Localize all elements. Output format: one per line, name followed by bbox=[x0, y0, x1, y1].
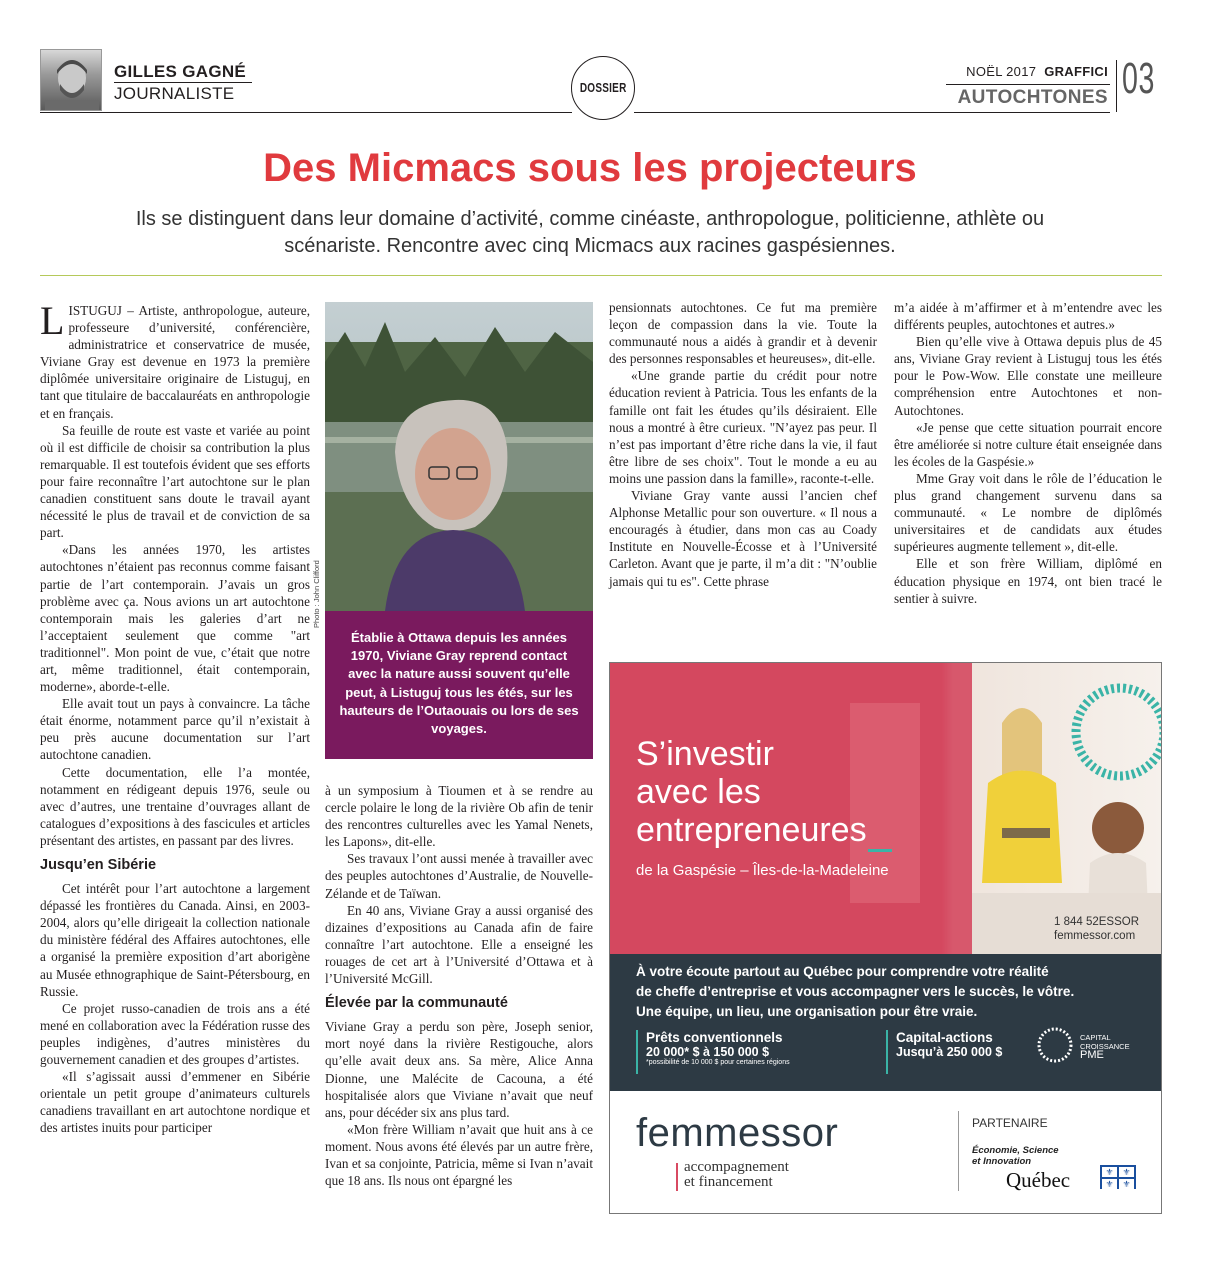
page-number: 03 bbox=[1122, 54, 1156, 103]
ccpme-logo-text bbox=[1080, 1034, 1130, 1060]
band-line-3: Une équipe, un lieu, une organisation pour être vraie. bbox=[636, 1004, 978, 1019]
column-2 bbox=[325, 782, 593, 1189]
paragraph: «Mon frère William n’avait que huit ans à ce moment. Nous avons été élevés par un autre frère, Ivan et sa conjointe, Patricia, même si Ivan n’avait que 18 ans. Ils nous ont épargné les bbox=[325, 1121, 593, 1189]
band-line-1: À votre écoute partout au Québec pour comprendre votre réalité bbox=[636, 964, 1049, 979]
paragraph: Bien qu’elle vive à Ottawa depuis plus de 45 ans, Viviane Gray revient à Listuguj tous les étés pour le Pow-Wow. Elle constate une meilleure compréhension entre Autochtones et non-Autochtones. bbox=[894, 334, 1162, 418]
paragraph: Mme Gray voit dans le rôle de l’éducation le plus grand changement survenu dans sa communauté. « Le nombre de diplômés universitaires et de candidats aux études supérieures augmente tellement », dit-elle. bbox=[894, 470, 1162, 555]
article-title: Des Micmacs sous les projecteurs bbox=[263, 146, 917, 190]
issue-line bbox=[966, 64, 1108, 79]
tagline-line-2: et financement bbox=[684, 1174, 773, 1190]
paragraph: Elle avait tout un pays à convaincre. La tâche était énorme, notamment parce qu’il n’existait à peu près aucune documentation sur l’art autochtone canadien. bbox=[40, 696, 310, 763]
capital-block bbox=[886, 1030, 1002, 1074]
column-4 bbox=[894, 299, 1162, 607]
loan-block bbox=[636, 1030, 790, 1074]
quebec-flag-icon: ⚜ ⚜ ⚜ ⚜ bbox=[1100, 1165, 1136, 1189]
ad-photo bbox=[610, 663, 1162, 954]
partner-label: PARTENAIRE bbox=[972, 1116, 1048, 1130]
woman-portrait-illustration bbox=[325, 302, 593, 611]
header-rule-right bbox=[634, 112, 1110, 113]
header-rule-left bbox=[40, 112, 572, 113]
partner-divider bbox=[958, 1111, 959, 1191]
article-subtitle: Ils se distinguent dans leur domaine d’activité, comme cinéaste, anthropologue, politicienne, athlète ou scénariste. Rencontre avec cinq Micmacs aux racines gaspésiennes. bbox=[135, 208, 1045, 257]
dashed-ring-icon bbox=[1060, 677, 1162, 787]
paragraph: Cet intérêt pour l’art autochtone a largement dépassé les frontières du Canada. Ainsi, en 2003-2004, alors qu’elle dirigeait la collection nationale du ministère fédéral des Affaires autochtones, elle a organisé la première exposition d’art aborigène au Musée ethnographique de Saint-Pétersbourg, en Russie. bbox=[40, 881, 310, 999]
title-rule bbox=[40, 275, 1162, 276]
drop-cap: L bbox=[40, 298, 65, 343]
paragraph: m’a aidée à m’affirmer et à m’entendre avec les différents peuples, autochtones et autres.» bbox=[894, 300, 1162, 333]
paragraph: Sa feuille de route est vaste et variée au point où il est difficile de choisir sa contribution la plus remarquable. Il est toutefois évident que ses efforts pour faire reconnaître l’art autochtone sur le plan canadien constituent sans doute le travail ayant nécessité le plus de travail et de conviction de sa part. bbox=[40, 422, 310, 541]
subheading-siberie: Jusqu’en Sibérie bbox=[40, 857, 157, 873]
author-name: GILLES GAGNÉ bbox=[114, 62, 247, 81]
portrait-icon bbox=[41, 50, 102, 111]
headline-line-1: S’investir bbox=[636, 735, 774, 773]
tagline-line-1: accompagnement bbox=[684, 1159, 789, 1175]
author-photo bbox=[40, 49, 102, 111]
column-3 bbox=[609, 299, 877, 590]
headline-underline bbox=[868, 849, 892, 852]
page-number-divider bbox=[1116, 60, 1117, 112]
photo-credit: Photo : John Clifford bbox=[312, 560, 321, 628]
ccpme-line-2: CROISSANCE bbox=[1080, 1041, 1130, 1051]
logo-tagline bbox=[684, 1160, 789, 1190]
paragraph: En 40 ans, Viviane Gray a aussi organisé des dizaines d’expositions au Canada afin de faire connaître l’art autochtone. Elle a enseigné les rouages de cet art à l’Université d’Ottawa et à l’Université McGill. bbox=[325, 902, 593, 987]
quebec-wordmark: Québec bbox=[1006, 1168, 1071, 1192]
issue-date: NOËL 2017 bbox=[966, 64, 1037, 79]
column-1 bbox=[40, 298, 310, 1137]
band-text bbox=[636, 962, 1074, 1022]
ccpme-line-3: PME bbox=[1080, 1049, 1104, 1061]
paragraph: «Il s’agissait aussi d’emmener en Sibérie orientale un petit groupe d’animateurs culturels canadiens travaillant en art autochtone nordique et des artistes inuits pour participer bbox=[40, 1069, 310, 1136]
caption-text: Établie à Ottawa depuis les années 1970, Viviane Gray reprend contact avec la nature aussi souvent qu’elle peut, à Listuguj tous les étés, sur les hauteurs de l’Outaouais ou lors de ses voyages. bbox=[339, 630, 579, 737]
ministry-line-2: et Innovation bbox=[972, 1155, 1032, 1167]
ministry-name bbox=[972, 1146, 1059, 1167]
paragraph: Viviane Gray a perdu son père, Joseph senior, mort noyé dans la rivière Restigouche, alors qu’elle avait deux ans. Sa mère, Alice Anna Dionne, une Malécite de Cacouna, a été hospitalisée alors que Viviane n’avait que neuf ans, pour décéder six ans plus tard. bbox=[325, 1019, 593, 1120]
author-divider bbox=[114, 82, 252, 83]
ad-website[interactable]: femmessor.com bbox=[1054, 930, 1136, 942]
headline-line-2: avec les bbox=[636, 773, 761, 811]
ad-info-band bbox=[610, 954, 1162, 1091]
femmessor-ad[interactable] bbox=[609, 662, 1162, 1214]
author-role: JOURNALISTE bbox=[114, 84, 235, 103]
band-line-2: de cheffe d’entreprise et vous accompagner vers le succès, le vôtre. bbox=[636, 984, 1075, 999]
article-photo bbox=[325, 302, 593, 611]
photo-caption bbox=[325, 611, 593, 759]
paragraph: Cette documentation, elle l’a montée, notamment en rédigeant depuis 1976, seule ou avec d’autres, une trentaine d’ouvrages allant de catalogues d’expositions à des fascicules et articles présentant des artistes, en passant par des livres. bbox=[40, 764, 310, 848]
ad-headline bbox=[636, 735, 867, 849]
dossier-label: DOSSIER bbox=[579, 81, 627, 95]
paragraph: Ses travaux l’ont aussi menée à travailler avec des peuples autochtones d’Australie, de Nouvelle-Zélande et de Taïwan. bbox=[325, 851, 593, 901]
headline-line-3: entrepreneures bbox=[636, 811, 867, 849]
issue-underline bbox=[946, 84, 1110, 85]
ad-region: de la Gaspésie – Îles-de-la-Madeleine bbox=[636, 862, 889, 879]
paragraph: Elle et son frère William, diplômé en éducation physique en 1974, ont bien tracé le sentier à suivre. bbox=[894, 556, 1162, 606]
ministry-line-1: Économie, Science bbox=[972, 1145, 1059, 1156]
lead-text: ISTUGUJ – Artiste, anthropologue, auteure, professeure d’université, conférencière, administratrice et conservatrice de musée, Viviane Gray est devenue en 1973 la première diplômée universitaire originaire de Listuguj, en tant que titulaire de baccalauréats en anthropologie et en français. bbox=[40, 303, 310, 421]
loan-title: Prêts conventionnels bbox=[646, 1030, 783, 1045]
capital-amount: Jusqu’à 250 000 $ bbox=[896, 1045, 1003, 1059]
ad-phone[interactable]: 1 844 52ESSOR bbox=[1054, 916, 1140, 928]
loan-note: *possibilité de 10 000 $ pour certaines régions bbox=[646, 1059, 790, 1066]
paragraph: à un symposium à Tioumen et à se rendre au cercle polaire le long de la rivière Ob afin de tenir des rencontres culturelles avec les Yamal Nenets, les Lapons», dit-elle. bbox=[325, 783, 593, 850]
logo-divider bbox=[676, 1163, 678, 1191]
paragraph: Ce projet russo-canadien de trois ans a été mené en collaboration avec la Fédération russe des peuples indigènes, d’autres ministères du gouvernement canadien et des groupes d’artistes. bbox=[40, 1000, 310, 1068]
capital-croissance-logo-icon bbox=[1036, 1026, 1074, 1064]
capital-title: Capital-actions bbox=[896, 1030, 993, 1045]
paragraph: «Je pense que cette situation pourrait encore être améliorée si notre culture était enseignée dans les écoles de la Gaspésie.» bbox=[894, 419, 1162, 469]
publication-name: GRAFFICI bbox=[1044, 64, 1108, 79]
loan-amount: 20 000* $ à 150 000 $ bbox=[646, 1045, 770, 1059]
paragraph: pensionnats autochtones. Ce fut ma première leçon de compassion dans la vie. Toute la communauté nous a aidés à grandir et à devenir des personnes responsables et heureuses», dit-elle. bbox=[609, 300, 877, 367]
femmessor-logo: femmessor bbox=[636, 1111, 839, 1155]
paragraph: «Une grande partie du crédit pour notre éducation revient à Patricia. Tous les enfants de la famille ont fait les études qu’ils désiraient. Elle nous a montré à être curieux. "N’ayez pas peur. Il n’est pas important d’être riche dans la vie, il faut être libre de ses choix". Tout le monde a eu au moins une passion dans la famille», raconte-t-elle. bbox=[609, 368, 877, 486]
lead-paragraph bbox=[40, 298, 310, 422]
section-label: AUTOCHTONES bbox=[957, 87, 1108, 108]
ccpme-line-1: CAPITAL bbox=[1080, 1033, 1111, 1042]
dossier-badge bbox=[571, 56, 635, 120]
subheading-communaute: Élevée par la communauté bbox=[325, 995, 508, 1012]
paragraph: Viviane Gray vante aussi l’ancien chef Alphonse Metallic pour son ouverture. « Il nous a encouragés à étudier, dans mon cas au Coady Institute en Nouvelle-Écosse et à l’Université Carleton. Avant que je parte, il m’a dit : "N’oublie jamais qui tu es". Cette phrase bbox=[609, 488, 877, 589]
paragraph: «Dans les années 1970, les artistes autochtones n’étaient pas reconnus comme faisant partie de l’art contemporain. J’avais un gros problème avec ça. Nous avions un art autochtone contemporain mais les galeries d’art ne l’acceptaient seulement que comme "art traditionnel". Mon point de vue, c’était que notre art, même traditionnel, était contemporain, moderne», aborde-t-elle. bbox=[40, 542, 310, 695]
